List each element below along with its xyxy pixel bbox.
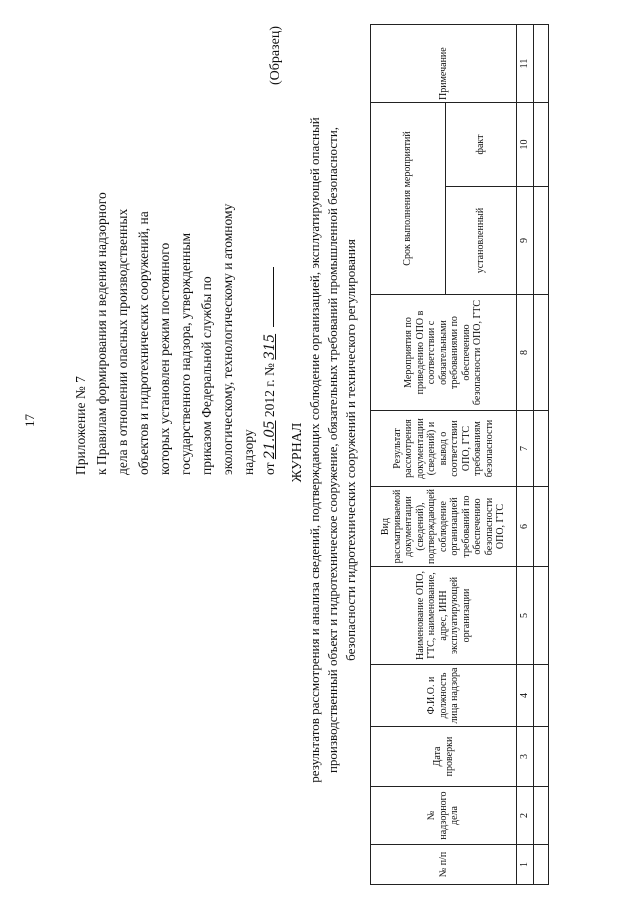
sample-label: (Образец): [268, 25, 283, 85]
handwritten-date: 21.05: [262, 420, 278, 460]
appendix-block: [70, 35, 281, 475]
column-number: 3: [517, 727, 534, 787]
header-cell-row-number: № п/п: [371, 845, 517, 885]
journal-subtitle: [306, 35, 360, 865]
empty-cell: [534, 845, 549, 885]
column-number: 4: [517, 665, 534, 727]
empty-cell: [534, 295, 549, 411]
appendix-line: экологическому, технологическому и атомному: [220, 203, 235, 475]
header-cell-note: Примечание: [371, 24, 517, 102]
column-number: 5: [517, 567, 534, 665]
empty-data-row: [534, 24, 549, 884]
column-number: 8: [517, 295, 534, 411]
empty-cell: [534, 187, 549, 295]
header-cell-deadline-actual: факт: [446, 102, 517, 186]
appendix-line: надзору: [241, 429, 256, 475]
header-cell-measures: Мероприятия по приведению ОПО в соответствии с обязательными требованиями по обеспечению безопасности ОПО, ГТС: [371, 295, 517, 411]
header-cell-review-result: Результат рассмотрения документации (сведений) и вывод о соответствии ОПО, ГТС требованиям безопасности: [371, 411, 517, 487]
subtitle-line: безопасности гидротехнических сооружений и технического регулирования: [343, 239, 358, 661]
empty-cell: [534, 487, 549, 567]
header-cell-deadline-group: Срок выполнения мероприятий: [371, 102, 446, 294]
column-number: 11: [517, 24, 534, 102]
column-number: 2: [517, 787, 534, 845]
empty-cell: [534, 787, 549, 845]
appendix-line: объектов и гидротехнических сооружений, на: [136, 211, 151, 475]
header-cell-inspector: Ф.И.О. и должность лица надзора: [371, 665, 517, 727]
column-number: 1: [517, 845, 534, 885]
date-year: 2012 г. №: [262, 363, 277, 418]
empty-cell: [534, 727, 549, 787]
empty-cell: [534, 567, 549, 665]
header-cell-deadline-set: установленный: [446, 187, 517, 295]
header-cell-case-number: № надзорного дела: [371, 787, 517, 845]
appendix-line: приказом Федеральной службы по: [199, 276, 214, 475]
page-number: 17: [22, 414, 37, 427]
journal-title: ЖУРНАЛ: [290, 422, 305, 483]
column-number-row: [517, 24, 534, 884]
header-row: [371, 24, 446, 884]
signature-underline: [273, 267, 274, 327]
appendix-line: дела в отношении опасных производственных: [115, 208, 130, 475]
appendix-date-line: [259, 35, 281, 475]
date-prefix: от: [262, 462, 277, 475]
subtitle-line: результатов рассмотрения и анализа сведений, подтверждающих соблюдение организацией, эксплуатирующей опасный: [307, 117, 322, 783]
journal-table: [370, 24, 549, 885]
header-cell-facility: Наименование ОПО, ГТС, наименование, адрес, ИНН эксплуатирующей организации: [371, 567, 517, 665]
empty-cell: [534, 665, 549, 727]
appendix-line: Приложение № 7: [73, 376, 88, 475]
appendix-line: которых установлен режим постоянного: [157, 242, 172, 475]
column-number: 9: [517, 187, 534, 295]
column-number: 6: [517, 487, 534, 567]
header-cell-inspection-date: Дата проверки: [371, 727, 517, 787]
appendix-line: государственного надзора, утвержденным: [178, 233, 193, 475]
column-number: 7: [517, 411, 534, 487]
appendix-line: к Правилам формирования и ведения надзорного: [94, 192, 109, 475]
column-number: 10: [517, 102, 534, 186]
subtitle-line: производственный объект и гидротехническое сооружение, обязательных требований промышленной безопасности,: [325, 126, 340, 774]
handwritten-order-number: 315: [262, 333, 278, 360]
header-cell-documentation: Вид рассматриваемой документации (сведений), подтверждающей соблюдение организацией требований по обеспечению безопасности ОПО, ГТС: [371, 487, 517, 567]
empty-cell: [534, 24, 549, 102]
empty-cell: [534, 102, 549, 186]
empty-cell: [534, 411, 549, 487]
